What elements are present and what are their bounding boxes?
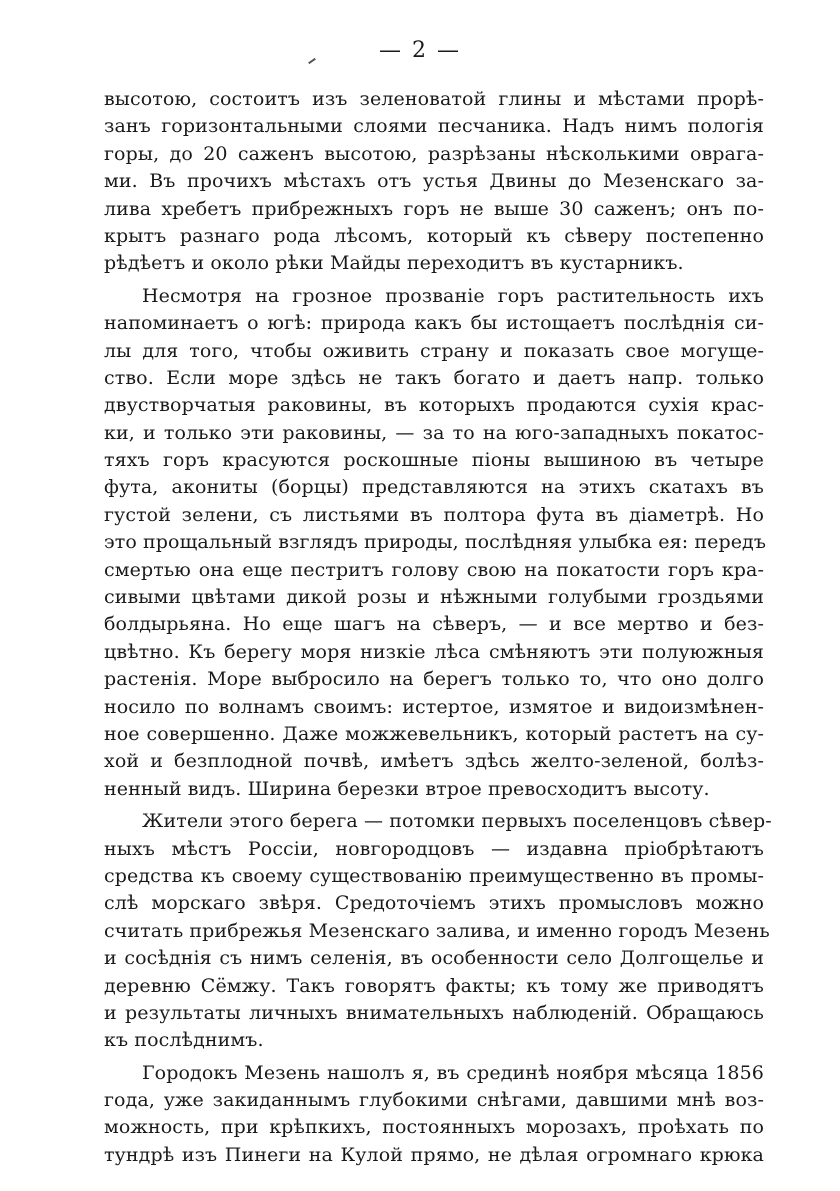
text-line: Городокъ Мезень нашолъ я, въ срединѣ ноября мѣсяца 1856 [142,1061,764,1084]
paragraph-4 [104,1060,764,1170]
text-line: фута, акониты (борцы) представляются на этихъ скатахъ въ [104,476,764,499]
text-line: тундрѣ изъ Пинеги на Кулой прямо, не дѣлая огромнаго крюка [104,1143,764,1166]
page-number: — 2 — [379,38,461,63]
text-line: ныхъ мѣстъ Россіи, новгородцовъ — издавна пріобрѣтаютъ [104,837,764,860]
text-line: крытъ разнаго рода лѣсомъ, который къ сѣверу постепенно [104,224,764,247]
text-line: и результаты личныхъ внимательныхъ наблюденій. Обращаюсь [104,1001,764,1024]
text-line: хой и безплодной почвѣ, имѣетъ здѣсь желто-зеленой, болѣз- [104,750,764,773]
text-line: рѣдѣетъ и около рѣки Майды переходитъ въ кустарникъ. [104,252,684,275]
text-line: это прощальный взглядъ природы, послѣдняя улыбка ея: передъ [104,531,767,554]
text-line: и сосѣднія съ нимъ селенія, въ особенности село Долгощелье и [104,947,764,970]
text-line: тяхъ горъ красуются роскошные піоны вышиною въ четыре [104,449,764,472]
text-line: носило по волнамъ своимъ: истертое, измятое и видоизмѣнен- [104,695,764,718]
text-line: средства къ своему существованію преимущественно въ промы- [104,864,764,887]
text-line: ство. Если море здѣсь не такъ богато и даетъ напр. только [104,366,764,389]
text-line: Жители этого берега — потомки первыхъ поселенцовъ сѣвер- [142,810,772,833]
text-line: напоминаетъ о югѣ: природа какъ бы истощаетъ послѣднія си- [104,312,764,335]
text-line: лива хребетъ прибрежныхъ горъ не выше 30 саженъ; онъ по- [104,197,764,220]
text-line: растенія. Море выбросило на берегъ только то, что оно долго [104,668,764,691]
text-line: года, уже закиданнымъ глубокими снѣгами, давшими мнѣ воз- [104,1089,764,1112]
text-line: Несмотря на грозное прозваніе горъ растительность ихъ [142,284,764,307]
text-line: къ послѣднимъ. [104,1029,264,1052]
text-line: ми. Въ прочихъ мѣстахъ отъ устья Двины до Мезенскаго за- [104,170,764,193]
text-line: занъ горизонтальными слоями песчаника. Надъ нимъ пологія [104,115,764,138]
text-line: двустворчатыя раковины, въ которыхъ продаются сухія крас- [104,394,764,417]
paragraph-2 [104,283,767,803]
body-text [104,86,772,1174]
text-line: ки, и только эти раковины, — за то на юго-западныхъ покатос- [104,421,764,444]
text-line: высотою, состоитъ изъ зеленоватой глины и мѣстами прорѣ- [104,88,764,110]
text-line: густой зелени, съ листьями въ полтора фута въ діаметрѣ. Но [104,503,764,526]
text-line: сивыми цвѣтами дикой розы и нѣжными голубыми гроздьями [104,586,764,609]
text-line: ненный видъ. Ширина березки втрое превосходитъ высоту. [104,777,710,800]
paragraph-1 [104,86,764,278]
text-line: смертью она еще пестритъ голову свою на покатости горъ кра- [104,558,764,581]
text-line: цвѣтно. Къ берегу моря низкіе лѣса смѣняютъ эти полуюжныя [104,640,764,663]
text-line: слѣ морскаго звѣря. Средоточіемъ этихъ промысловъ можно [104,892,764,915]
text-line: горы, до 20 саженъ высотою, разрѣзаны нѣсколькими оврага- [104,142,764,165]
text-line: болдырьяна. Но еще шагъ на сѣверъ, — и все мертво и без- [104,613,764,636]
paragraph-3 [104,808,772,1055]
text-line: считать прибрежья Мезенскаго залива, и именно городъ Мезень [104,919,770,942]
text-line: можность, при крѣпкихъ, постоянныхъ морозахъ, проѣхать по [104,1116,764,1139]
text-line: деревню Сёмжу. Такъ говорятъ факты; къ тому же приводятъ [104,974,764,997]
text-line: лы для того, чтобы оживить страну и показать свое могуще- [104,339,764,362]
text-line: ное совершенно. Даже можжевельникъ, который растетъ на су- [104,722,764,745]
